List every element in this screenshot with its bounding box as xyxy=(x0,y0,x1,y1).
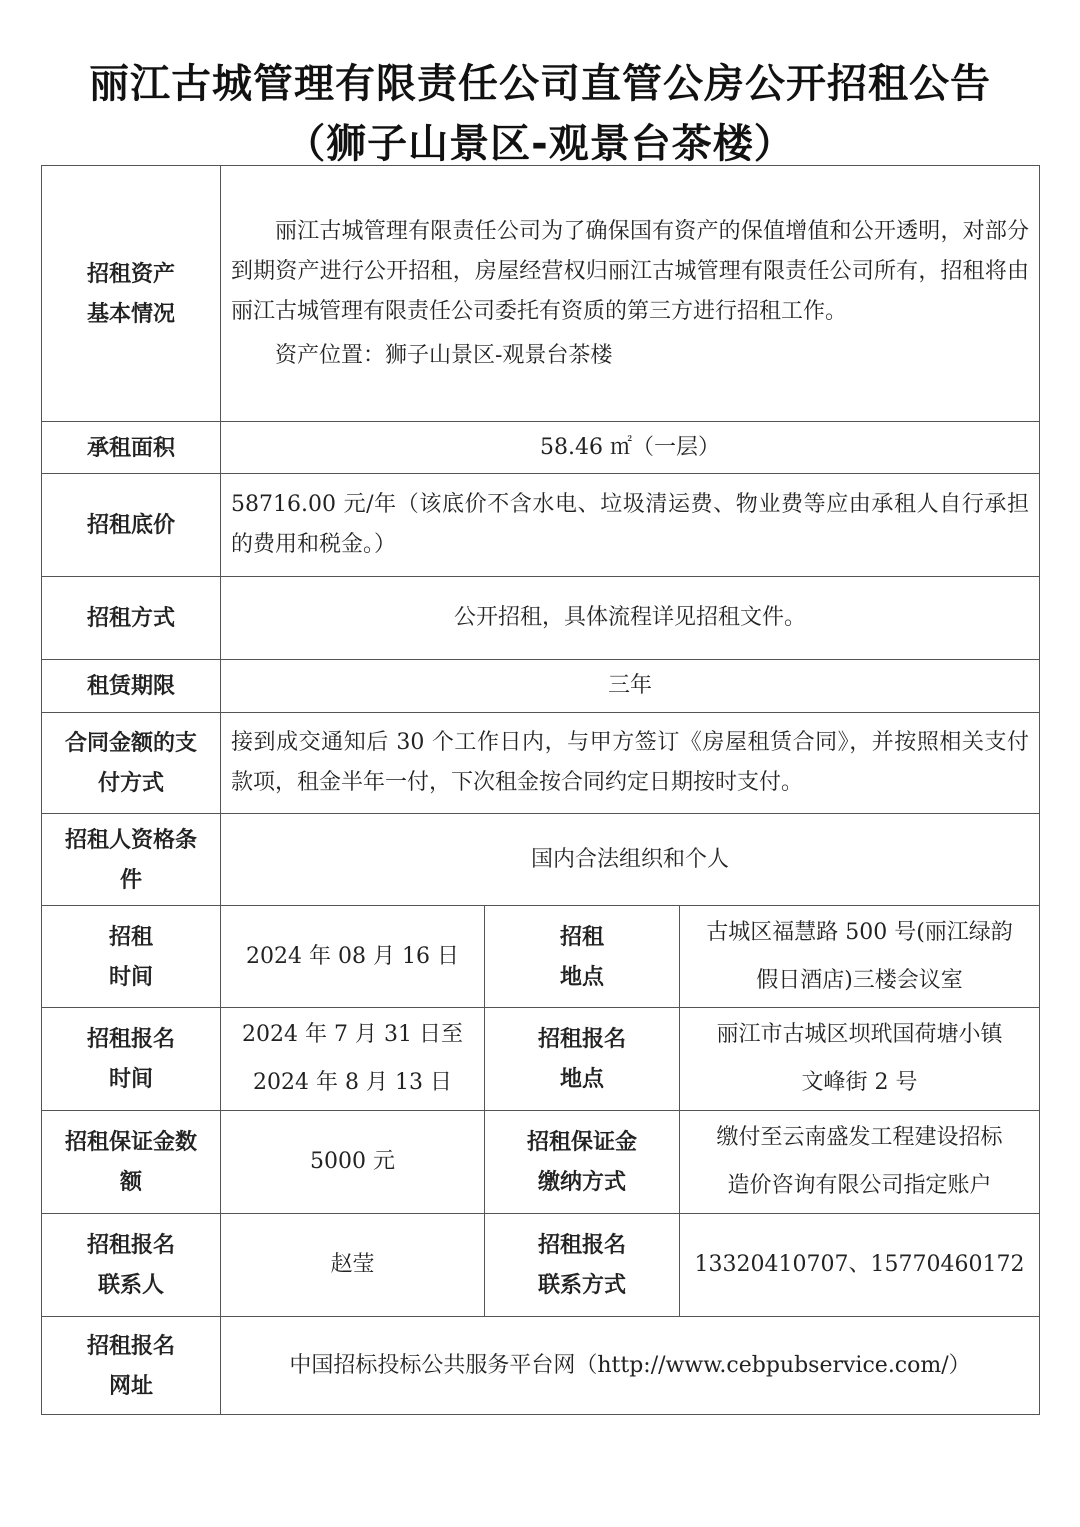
value-tender-place-line2: 假日酒店)三楼会议室 xyxy=(756,967,963,993)
label-website-line2: 网址 xyxy=(108,1372,153,1399)
label-reg-place-line1: 招租报名 xyxy=(537,1026,626,1052)
row-area xyxy=(42,422,1040,474)
value-contact-phone: 13320410707、15770460172 xyxy=(680,1214,1040,1317)
value-deposit-amount: 5000 元 xyxy=(221,1111,485,1214)
value-deposit-method xyxy=(680,1111,1040,1214)
row-website xyxy=(42,1317,1040,1415)
label-area: 承租面积 xyxy=(42,422,221,474)
label-contact-phone-line1: 招租报名 xyxy=(537,1232,626,1258)
value-website: 中国招标投标公共服务平台网（http://www.cebpubservice.com/） xyxy=(221,1317,1040,1415)
lease-info-table xyxy=(41,165,1040,1415)
value-area: 58.46 ㎡（一层） xyxy=(221,422,1040,474)
label-contact xyxy=(42,1214,221,1317)
label-deposit-method-line1: 招租保证金 xyxy=(526,1129,637,1155)
row-basic-info xyxy=(42,166,1040,422)
label-deposit-amount xyxy=(42,1111,221,1214)
label-tender-place xyxy=(485,906,680,1008)
label-qualification xyxy=(42,814,221,906)
value-tender-time: 2024 年 08 月 16 日 xyxy=(221,906,485,1008)
label-deposit-method xyxy=(485,1111,680,1214)
label-basic-line2: 基本情况 xyxy=(86,300,175,327)
row-method xyxy=(42,577,1040,660)
basic-description: 丽江古城管理有限责任公司为了确保国有资产的保值增值和公开透明，对部分到期资产进行公开招租，房屋经营权归丽江古城管理有限责任公司所有，招租将由丽江古城管理有限责任公司委托有资质的第三方进行招租工作。 xyxy=(231,218,1030,324)
value-registration-place xyxy=(680,1008,1040,1111)
label-contact-line2: 联系人 xyxy=(97,1272,164,1298)
value-tender-place-line1: 古城区福慧路 500 号(丽江绿韵 xyxy=(706,919,1013,945)
value-tender-place xyxy=(680,906,1040,1008)
value-deposit-method-line1: 缴付至云南盛发工程建设招标 xyxy=(716,1125,1003,1150)
label-tender-time-line1: 招租 xyxy=(108,923,153,950)
row-tender-time-place xyxy=(42,906,1040,1008)
label-price: 招租底价 xyxy=(42,474,221,577)
label-reg-time-line2: 时间 xyxy=(108,1066,153,1092)
label-contact-phone xyxy=(485,1214,680,1317)
value-payment: 接到成交通知后 30 个工作日内，与甲方签订《房屋租赁合同》，并按照相关支付款项，租金半年一付，下次租金按合同约定日期按时支付。 xyxy=(221,713,1040,814)
value-term: 三年 xyxy=(221,660,1040,713)
label-term: 租赁期限 xyxy=(42,660,221,713)
value-price: 58716.00 元/年（该底价不含水电、垃圾清运费、物业费等应由承租人自行承担的费用和税金。） xyxy=(221,474,1040,577)
value-method: 公开招租，具体流程详见招租文件。 xyxy=(221,577,1040,660)
label-basic-line1: 招租资产 xyxy=(86,260,175,287)
label-method: 招租方式 xyxy=(42,577,221,660)
label-registration-time xyxy=(42,1008,221,1111)
label-payment-line2: 付方式 xyxy=(97,770,164,796)
label-registration-place xyxy=(485,1008,680,1111)
label-qualification-line1: 招租人资格条 xyxy=(64,826,197,853)
label-deposit-amount-line2: 额 xyxy=(119,1169,142,1195)
label-basic-info xyxy=(42,166,221,422)
row-payment xyxy=(42,713,1040,814)
row-contact xyxy=(42,1214,1040,1317)
row-term xyxy=(42,660,1040,713)
row-registration-time-place xyxy=(42,1008,1040,1111)
label-tender-place-line1: 招租 xyxy=(559,923,604,950)
label-website-line1: 招租报名 xyxy=(86,1332,175,1359)
label-reg-place-line2: 地点 xyxy=(559,1066,604,1092)
value-reg-time-line2: 2024 年 8 月 13 日 xyxy=(253,1070,452,1095)
value-contact: 赵莹 xyxy=(221,1214,485,1317)
label-payment-line1: 合同金额的支 xyxy=(64,730,197,756)
value-reg-time-line1: 2024 年 7 月 31 日至 xyxy=(242,1022,463,1047)
label-website xyxy=(42,1317,221,1415)
value-basic-info xyxy=(221,166,1040,422)
label-tender-place-line2: 地点 xyxy=(559,963,604,990)
row-price xyxy=(42,474,1040,577)
label-deposit-amount-line1: 招租保证金数 xyxy=(64,1129,197,1155)
asset-location: 资产位置：狮子山景区-观景台茶楼 xyxy=(275,342,613,368)
label-payment xyxy=(42,713,221,814)
label-qualification-line2: 件 xyxy=(119,866,142,893)
label-reg-time-line1: 招租报名 xyxy=(86,1026,175,1052)
label-tender-time-line2: 时间 xyxy=(108,963,153,990)
notice-subtitle: （狮子山景区-观景台茶楼） xyxy=(285,121,795,167)
value-registration-time xyxy=(221,1008,485,1111)
label-tender-time xyxy=(42,906,221,1008)
value-qualification: 国内合法组织和个人 xyxy=(221,814,1040,906)
value-reg-place-line1: 丽江市古城区坝玳国荷塘小镇 xyxy=(716,1022,1003,1047)
label-deposit-method-line2: 缴纳方式 xyxy=(537,1169,626,1195)
row-deposit xyxy=(42,1111,1040,1214)
label-contact-line1: 招租报名 xyxy=(86,1232,175,1258)
row-qualification xyxy=(42,814,1040,906)
value-reg-place-line2: 文峰街 2 号 xyxy=(801,1070,918,1095)
label-contact-phone-line2: 联系方式 xyxy=(537,1272,626,1298)
value-deposit-method-line2: 造价咨询有限公司指定账户 xyxy=(727,1173,992,1198)
notice-title: 丽江古城管理有限责任公司直管公房公开招租公告 xyxy=(89,61,991,107)
